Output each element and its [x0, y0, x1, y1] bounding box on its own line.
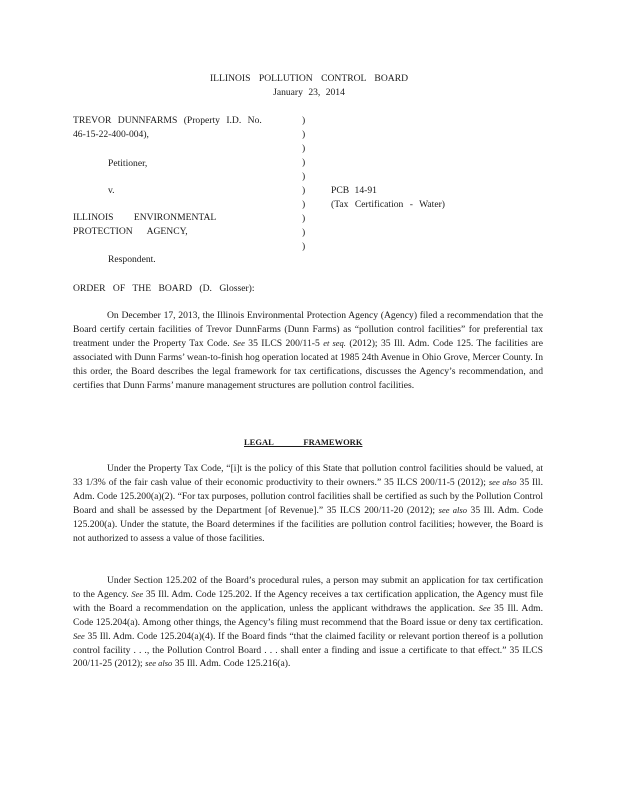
case-number: PCB 14-91 [331, 185, 377, 196]
para2-text-a: Under the Property Tax Code, “[i]t is the policy of this State that pollution control facilities should be valued, at 33 1/3% of the fair cash value of their economic productivity to their owners.” 35 ILCS 200/11-5 (2012); [73, 463, 543, 488]
citation-signal: see also [438, 504, 467, 515]
para2-text-b: 35 Ill. Adm. Code 125.200(a)(2). “For tax purposes, pollution control facilities shall be certified as such by the Pollution Control Board and shall be assessed by the Department [of Revenue].” 35 ILCS 200/11-20 (2012); [73, 476, 543, 516]
paren: ) [302, 171, 306, 182]
paren: ) [302, 115, 306, 126]
para1-text-a: On December 17, 2013, the Illinois Environmental Protection Agency (Agency) filed a recommendation that the Board certify certain facilities of Trevor DunnFarms (Dunn Farms) as “pollution control facilities” for preferential tax treatment under the Property Tax Code. [73, 310, 543, 349]
citation-signal: et seq. [323, 337, 346, 348]
para3-text-b: 35 Ill. Adm. Code 125.202. If the Agency receives a tax certification application, the Agency must file with the Board a recommendation on the application, unless the applicant withdraws the application. [73, 588, 544, 614]
citation-signal: See [73, 630, 85, 641]
paren: ) [302, 129, 306, 140]
legal-paragraph-2 [73, 574, 543, 671]
para2-text-c: 35 Ill. Adm. Code 125.200(a). Under the statute, the Board determines if the facilities are pollution control facilities; however, the Board is not authorized to assess a value of those facilities. [73, 504, 543, 544]
paren: ) [302, 185, 306, 196]
board-name: ILLINOIS POLLUTION CONTROL BOARD [209, 73, 409, 84]
petitioner-label: Petitioner, [108, 158, 148, 169]
paren: ) [302, 143, 306, 154]
legal-framework-heading: LEGAL FRAMEWORK [244, 437, 363, 447]
paren: ) [302, 241, 306, 252]
citation-signal: See [233, 337, 245, 348]
respondent-label: Respondent. [108, 254, 156, 265]
citation-signal: See [131, 588, 144, 599]
party1-line1: TREVOR DUNNFARMS (Property I.D. No. [73, 115, 262, 126]
party2-line2: PROTECTION AGENCY, [73, 226, 188, 237]
intro-paragraph [73, 309, 543, 392]
citation-signal: See [478, 602, 491, 613]
caption-parentheses [302, 114, 312, 254]
citation-signal: see also [488, 476, 517, 487]
para3-text-d: 35 Ill. Adm. Code 125.204(a)(4). If the Board finds “that the claimed facility or relevant portion thereof is a pollution control facility . . ., the Pollution Control Board . . . shall enter a finding and issue a certificate to that effect.” 35 ILCS 200/11-25 (2012); [73, 630, 543, 670]
paren: ) [302, 157, 306, 168]
paren: ) [302, 213, 306, 224]
para3-text-c: 35 Ill. Adm. Code 125.204(a). Among other things, the Agency’s filing must recommend that the Board issue or deny tax certification. [73, 602, 543, 628]
order-date: January 23, 2014 [273, 87, 345, 98]
party2-line1: ILLINOIS ENVIRONMENTAL [73, 212, 217, 223]
paren: ) [302, 199, 306, 210]
citation-signal: see also [145, 658, 173, 669]
paren: ) [302, 227, 306, 238]
versus-label: v. [108, 185, 115, 196]
case-type: (Tax Certification - Water) [331, 199, 445, 210]
para3-text-e: 35 Ill. Adm. Code 125.216(a). [174, 658, 291, 670]
para1-text-c: (2012); 35 Ill. Adm. Code 125. The facilities are associated with Dunn Farms’ wean-to-finish hog operation located at 1985 24th Avenue in Ohio Grove, Mercer County. In this order, the Board describes the legal framework for tax certifications, discusses the Agency’s recommendation, and certifies that Dunn Farms’ manure management structures are pollution control facilities. [73, 337, 543, 391]
party1-line2: 46-15-22-400-004), [73, 129, 149, 140]
order-title: ORDER OF THE BOARD (D. Glosser): [73, 283, 255, 294]
para1-text-b: 35 ILCS 200/11-5 [248, 337, 320, 349]
legal-paragraph-1 [73, 462, 543, 545]
para3-text-a: Under Section 125.202 of the Board’s procedural rules, a person may submit an application for tax certification to the Agency. [73, 575, 543, 600]
